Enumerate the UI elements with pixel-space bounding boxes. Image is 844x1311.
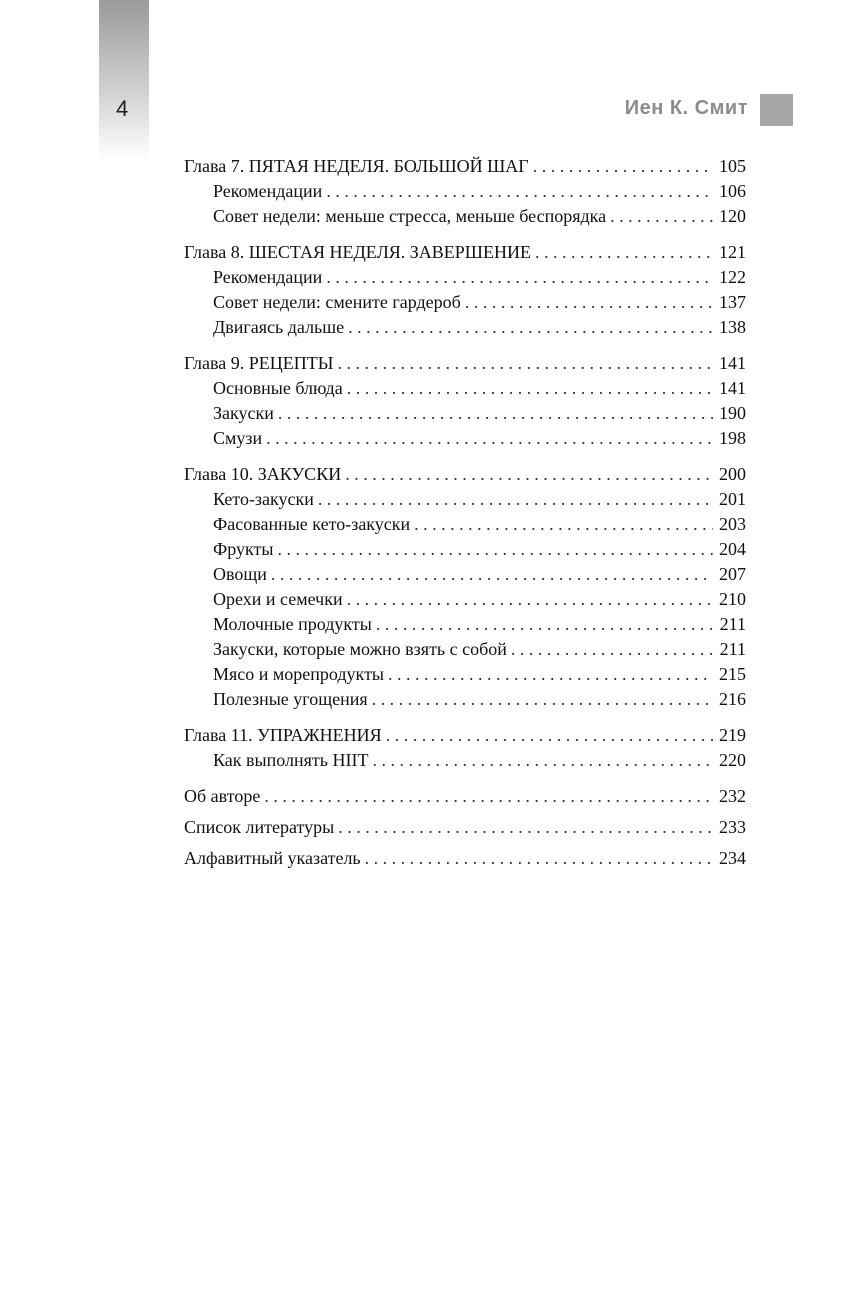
toc-page-number: 216 <box>719 689 746 709</box>
toc-page-number: 141 <box>719 378 746 398</box>
toc-page-number: 106 <box>719 181 746 201</box>
toc-page-number: 105 <box>719 156 746 176</box>
toc-entry-title: Полезные угощения <box>213 689 368 709</box>
toc-page-number: 211 <box>719 614 746 634</box>
toc-entry[interactable] <box>184 154 746 179</box>
toc-entry-title: Как выполнять HIIT <box>213 750 369 770</box>
dot-leader <box>388 662 713 687</box>
toc-page-number: 220 <box>719 750 746 770</box>
toc-entry-title: Молочные продукты <box>213 614 372 634</box>
toc-entry-title: Совет недели: смените гардероб <box>213 292 461 312</box>
toc-page-number: 201 <box>719 489 746 509</box>
dot-leader <box>278 401 713 426</box>
toc-entry-title: Об авторе <box>184 786 261 806</box>
dot-leader <box>345 462 713 487</box>
toc-section <box>184 462 746 712</box>
toc-page-number: 233 <box>719 817 746 837</box>
toc-page-number: 203 <box>719 514 746 534</box>
toc-entry-title: Фрукты <box>213 539 274 559</box>
dot-leader <box>533 154 713 179</box>
toc-page-number: 211 <box>719 639 746 659</box>
toc-section <box>184 240 746 340</box>
dot-leader <box>535 240 713 265</box>
toc-section <box>184 846 746 871</box>
toc-page-number: 137 <box>719 292 746 312</box>
toc-page-number: 138 <box>719 317 746 337</box>
toc-page-number: 200 <box>719 464 746 484</box>
toc-entry[interactable] <box>184 351 746 376</box>
dot-leader <box>372 748 713 773</box>
toc-entry-title: Совет недели: меньше стресса, меньше беспорядка <box>213 206 607 226</box>
toc-entry-title: Закуски, которые можно взять с собой <box>213 639 507 659</box>
dot-leader <box>511 637 713 662</box>
toc-subentry[interactable] <box>184 179 746 204</box>
toc-subentry[interactable] <box>184 662 746 687</box>
toc-subentry[interactable] <box>184 487 746 512</box>
dot-leader <box>266 426 713 451</box>
toc-entry-title: Овощи <box>213 564 267 584</box>
toc-entry-title: Глава 9. РЕЦЕПТЫ <box>184 353 334 373</box>
toc-page-number: 120 <box>719 206 746 226</box>
dot-leader <box>337 351 713 376</box>
dot-leader <box>326 179 713 204</box>
toc-subentry[interactable] <box>184 376 746 401</box>
toc-page-number: 232 <box>719 786 746 806</box>
toc-entry-title: Смузи <box>213 428 263 448</box>
header-decorative-block <box>760 94 793 126</box>
toc-page-number: 190 <box>719 403 746 423</box>
toc-entry-title: Глава 10. ЗАКУСКИ <box>184 464 342 484</box>
dot-leader <box>372 687 713 712</box>
page-number: 4 <box>116 96 129 121</box>
toc-section <box>184 723 746 773</box>
dot-leader <box>348 315 713 340</box>
toc-entry-title: Двигаясь дальше <box>213 317 345 337</box>
toc-page-number: 234 <box>719 848 746 868</box>
dot-leader <box>338 815 713 840</box>
toc-page-number: 219 <box>719 725 746 745</box>
toc-section <box>184 784 746 809</box>
toc-page-number: 141 <box>719 353 746 373</box>
chapter-side-tab <box>99 0 149 160</box>
toc-subentry[interactable] <box>184 612 746 637</box>
toc-subentry[interactable] <box>184 204 746 229</box>
toc-page-number: 215 <box>719 664 746 684</box>
toc-entry-title: Основные блюда <box>213 378 343 398</box>
toc-subentry[interactable] <box>184 537 746 562</box>
toc-entry-title: Фасованные кето-закуски <box>213 514 411 534</box>
dot-leader <box>271 562 713 587</box>
toc-subentry[interactable] <box>184 426 746 451</box>
dot-leader <box>326 265 713 290</box>
toc-entry[interactable] <box>184 723 746 748</box>
dot-leader <box>264 784 713 809</box>
toc-subentry[interactable] <box>184 562 746 587</box>
toc-entry-title: Закуски <box>213 403 274 423</box>
toc-page-number: 204 <box>719 539 746 559</box>
toc-entry[interactable] <box>184 784 746 809</box>
toc-subentry[interactable] <box>184 587 746 612</box>
toc-entry-title: Глава 11. УПРАЖНЕНИЯ <box>184 725 382 745</box>
toc-entry-title: Орехи и семечки <box>213 589 343 609</box>
toc-subentry[interactable] <box>184 265 746 290</box>
toc-entry-title: Список литературы <box>184 817 335 837</box>
table-of-contents <box>184 154 746 877</box>
toc-subentry[interactable] <box>184 512 746 537</box>
dot-leader <box>414 512 713 537</box>
toc-entry[interactable] <box>184 462 746 487</box>
toc-entry-title: Кето-закуски <box>213 489 314 509</box>
toc-subentry[interactable] <box>184 748 746 773</box>
toc-page-number: 121 <box>719 242 746 262</box>
running-header-author: Иен К. Смит <box>624 97 748 119</box>
toc-page-number: 207 <box>719 564 746 584</box>
toc-section <box>184 154 746 229</box>
dot-leader <box>465 290 713 315</box>
toc-subentry[interactable] <box>184 401 746 426</box>
toc-page-number: 198 <box>719 428 746 448</box>
toc-entry-title: Глава 8. ШЕСТАЯ НЕДЕЛЯ. ЗАВЕРШЕНИЕ <box>184 242 531 262</box>
toc-entry-title: Рекомендации <box>213 181 323 201</box>
dot-leader <box>386 723 713 748</box>
toc-entry-title: Рекомендации <box>213 267 323 287</box>
dot-leader <box>277 537 713 562</box>
toc-entry[interactable] <box>184 240 746 265</box>
toc-subentry[interactable] <box>184 637 746 662</box>
toc-page-number: 210 <box>719 589 746 609</box>
toc-subentry[interactable] <box>184 687 746 712</box>
dot-leader <box>376 612 713 637</box>
toc-section <box>184 815 746 840</box>
toc-entry[interactable] <box>184 815 746 840</box>
toc-page-number: 122 <box>719 267 746 287</box>
toc-entry-title: Алфавитный указатель <box>184 848 361 868</box>
dot-leader <box>347 376 713 401</box>
dot-leader <box>610 204 713 229</box>
toc-section <box>184 351 746 451</box>
dot-leader <box>365 846 713 871</box>
toc-subentry[interactable] <box>184 290 746 315</box>
toc-entry-title: Мясо и морепродукты <box>213 664 385 684</box>
toc-subentry[interactable] <box>184 315 746 340</box>
toc-entry-title: Глава 7. ПЯТАЯ НЕДЕЛЯ. БОЛЬШОЙ ШАГ <box>184 156 529 176</box>
dot-leader <box>318 487 713 512</box>
dot-leader <box>347 587 713 612</box>
toc-entry[interactable] <box>184 846 746 871</box>
